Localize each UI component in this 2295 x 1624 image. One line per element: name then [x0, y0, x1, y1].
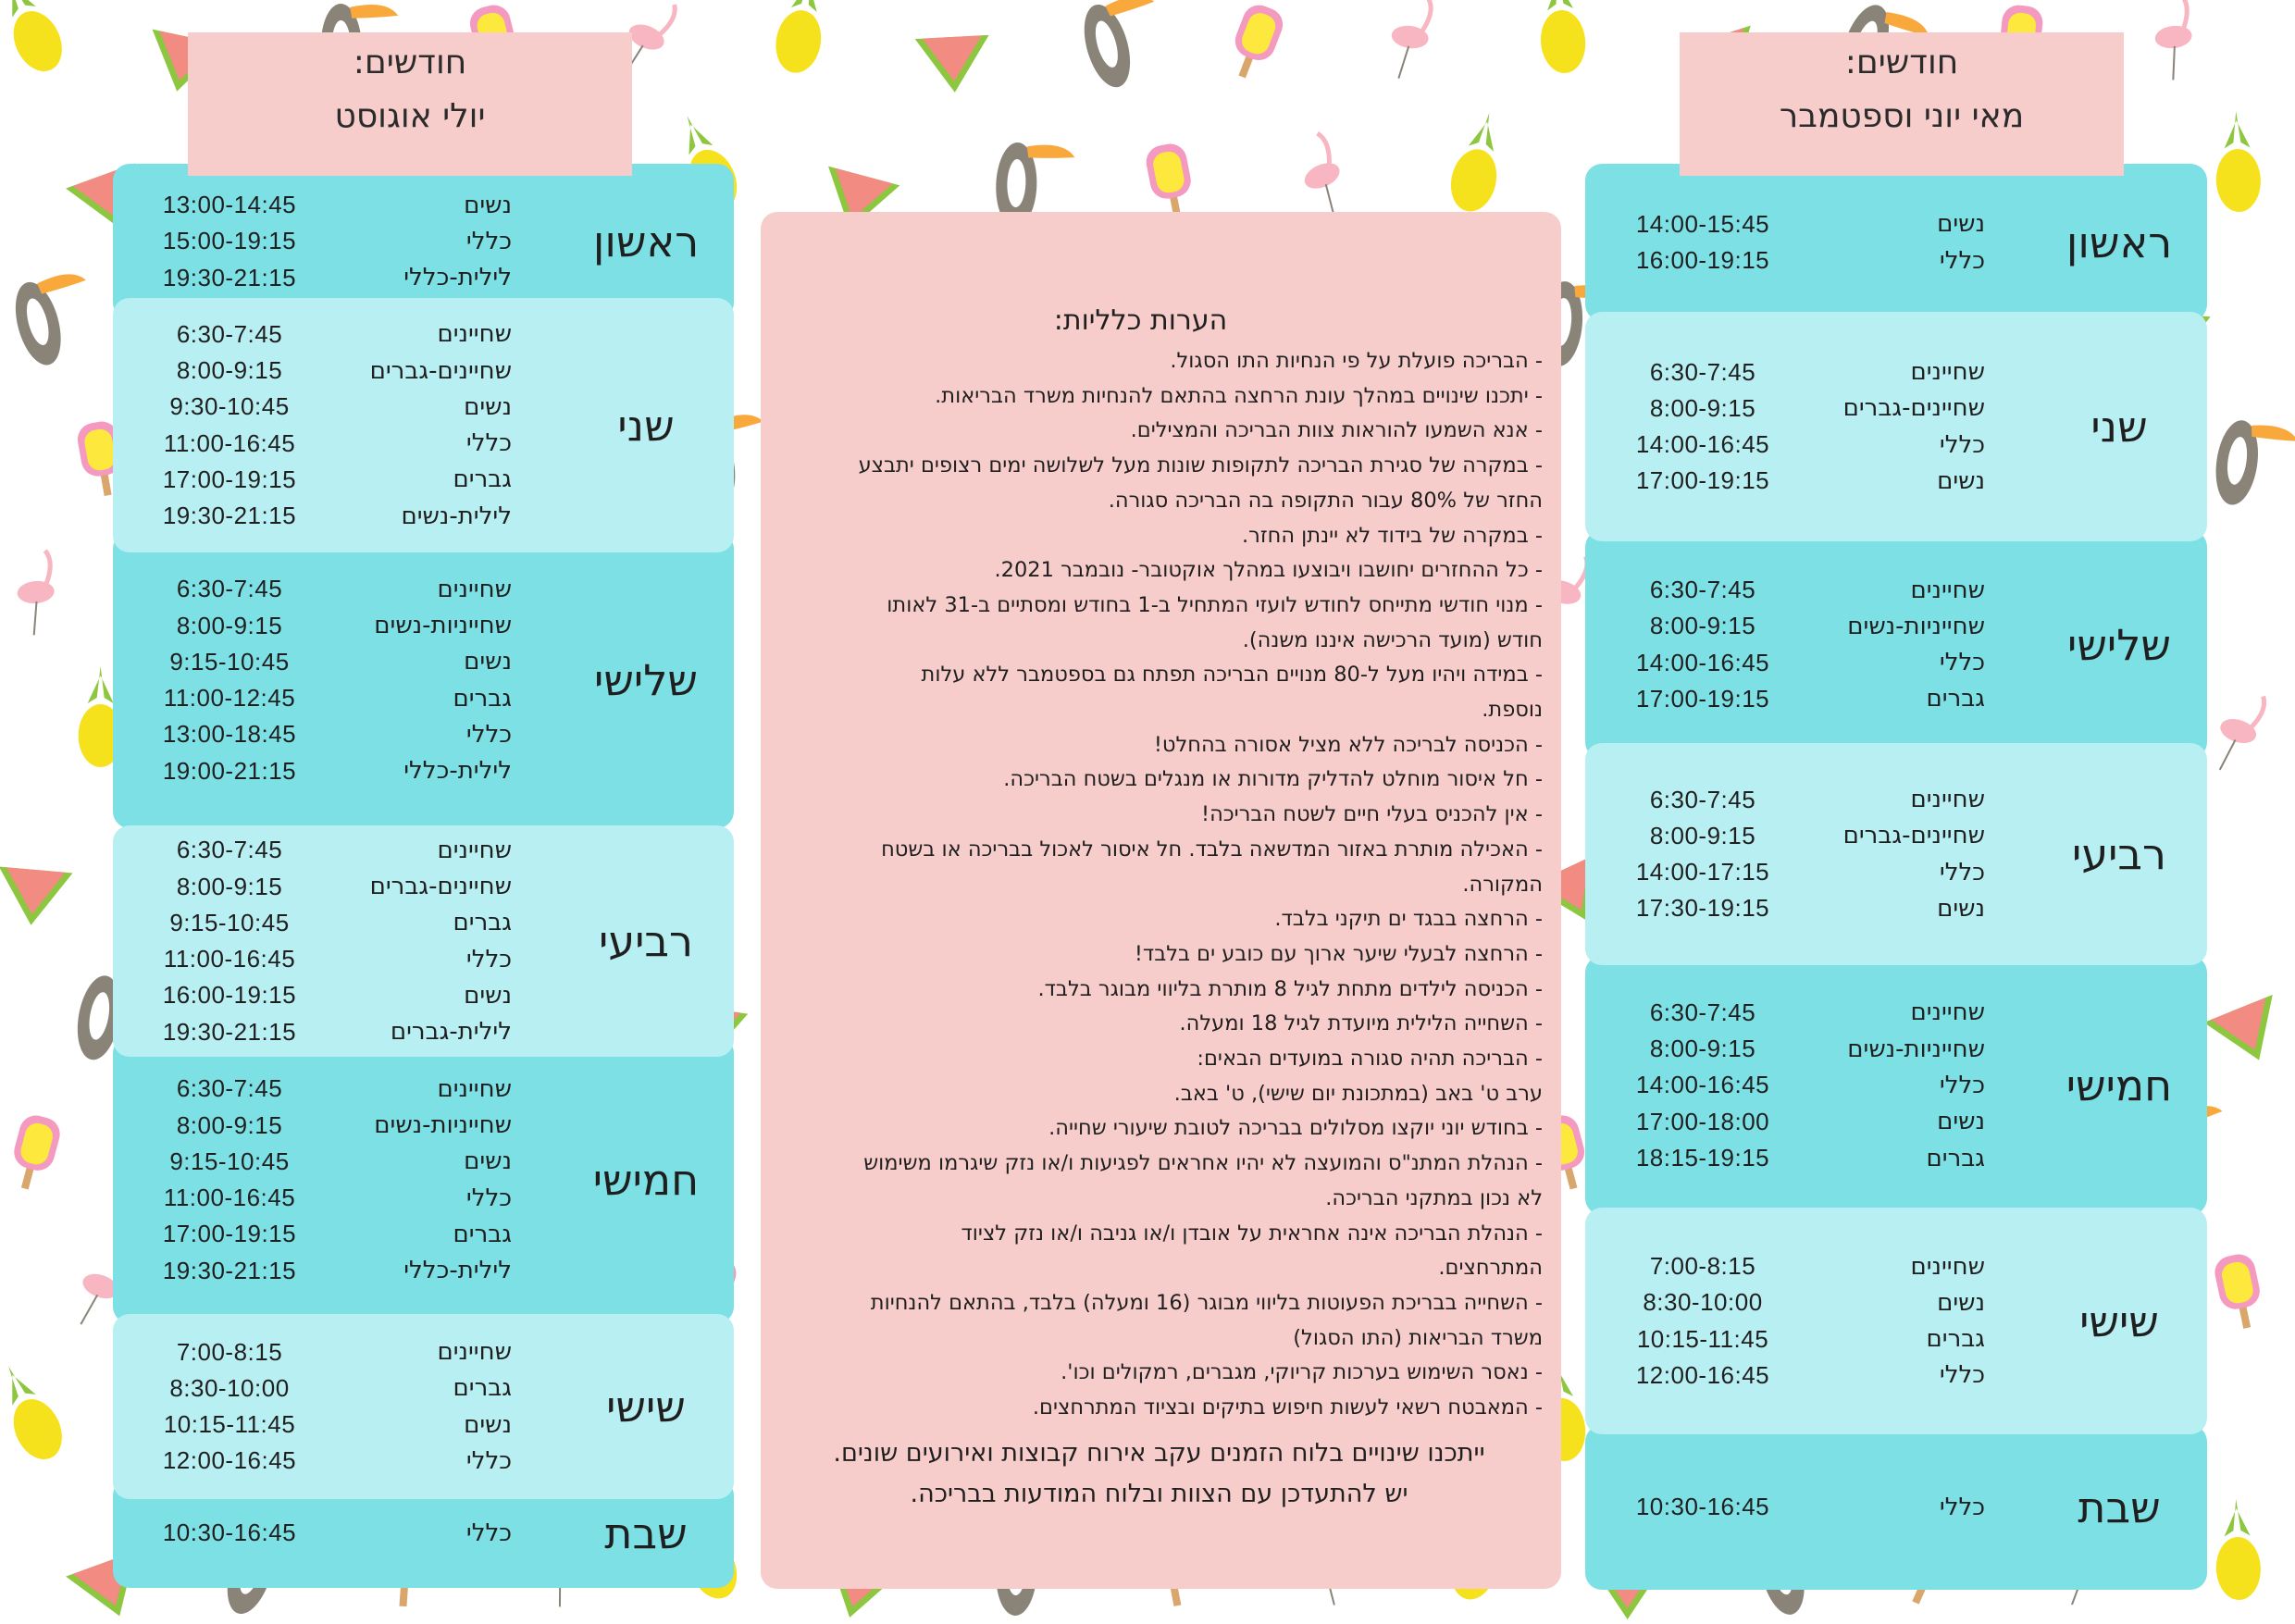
time-rows [1606, 312, 1985, 541]
schedule-row [1606, 242, 1985, 279]
session-time: 11:00-16:45 [163, 428, 296, 457]
note-line: המקורה. [1462, 872, 1543, 897]
flamingo-icon [1385, 0, 1433, 81]
note-line: - מנוי חודשי מתייחס לחודש לועזי המתחיל ב-1 בחודש ומסתיים ב-31 לאותו [887, 592, 1543, 617]
schedule-row [1606, 206, 1985, 242]
schedule-row [1606, 890, 1985, 926]
general-notes-panel [761, 212, 1561, 1589]
session-time: 9:30-10:45 [169, 392, 290, 421]
day-block-3 [1585, 530, 2207, 759]
session-time: 8:00-9:15 [1649, 821, 1756, 849]
session-category: כללי [1939, 1071, 1985, 1099]
session-time: 18:15-19:15 [1635, 1144, 1770, 1172]
session-time: 17:00-18:00 [1635, 1107, 1770, 1135]
schedule-row [132, 1180, 512, 1216]
schedule-row [1606, 1104, 1985, 1140]
session-category: גברים [453, 1220, 512, 1248]
day-name: שלישי [594, 655, 698, 705]
schedule-row [132, 868, 512, 904]
schedule-row [132, 1515, 512, 1551]
session-category: כללי [1939, 858, 1985, 886]
session-category: כללי [1939, 1493, 1985, 1521]
day-block-6 [113, 1314, 734, 1499]
session-category: שחיינים-גברים [369, 873, 512, 901]
note-line: ערב ט' באב (במתכונת יום שישי), ט' באב. [1173, 1081, 1543, 1106]
note-line: - במקרה של בידוד לא יינתן החזר. [1241, 523, 1543, 548]
day-block-6 [1585, 1208, 2207, 1434]
schedule-row [132, 1333, 512, 1370]
day-name: חמישי [2066, 1060, 2173, 1110]
session-category: כללי [1939, 649, 1985, 677]
schedule-row [132, 426, 512, 462]
schedule-row [132, 1144, 512, 1180]
session-category: כללי [465, 429, 512, 458]
pineapple-icon [2214, 1498, 2262, 1601]
popsicle-icon [1144, 141, 1197, 221]
schedule-row [132, 1071, 512, 1107]
day-name: שני [617, 400, 675, 451]
session-category: שחיינים [437, 320, 512, 349]
session-time: 8:00-9:15 [1649, 393, 1756, 422]
left-title-line1: חודשים: [353, 43, 467, 81]
schedule-row [1606, 353, 1985, 390]
time-rows [1606, 956, 1985, 1215]
schedule-row [1606, 818, 1985, 854]
session-time: 14:00-15:45 [1635, 209, 1770, 238]
schedule-row [132, 680, 512, 716]
note-line: - בחודש יוני יוקצו מסלולים בבריכה לטובת שיעורי שחייה. [1048, 1116, 1543, 1141]
session-time: 6:30-7:45 [1649, 576, 1756, 604]
schedule-row [132, 1370, 512, 1407]
schedule-row [1606, 463, 1985, 499]
session-category: לילית-כללי [403, 757, 512, 786]
session-category: גברים [453, 909, 512, 937]
day-block-3 [113, 532, 734, 828]
note-line: המתרחצים. [1438, 1256, 1543, 1281]
day-block-2 [113, 298, 734, 552]
session-category: שחיינים [1910, 358, 1985, 387]
day-block-5 [113, 1036, 734, 1323]
schedule-row [132, 223, 512, 259]
note-line: - הבריכה תהיה סגורה במועדים הבאים: [1197, 1047, 1543, 1072]
time-rows [1606, 530, 1985, 759]
popsicle-icon [6, 1111, 64, 1194]
session-time: 10:30-16:45 [162, 1519, 297, 1547]
schedule-row [132, 832, 512, 868]
notes-list [775, 344, 1543, 1426]
toucan-icon [1076, 0, 1174, 93]
session-time: 19:30-21:15 [162, 1256, 297, 1284]
schedule-row [132, 187, 512, 223]
time-rows [132, 1036, 512, 1323]
session-category: גברים [1926, 1144, 1985, 1172]
session-time: 13:00-18:45 [162, 720, 297, 749]
session-time: 8:30-10:00 [169, 1373, 290, 1402]
flamingo-icon [2150, 0, 2197, 81]
session-time: 16:00-19:15 [162, 981, 297, 1010]
session-time: 13:00-14:45 [162, 191, 297, 219]
session-category: שחיינים [437, 836, 512, 864]
session-time: 14:00-16:45 [1635, 430, 1770, 459]
schedule-row [132, 1014, 512, 1050]
day-name: שבת [604, 1508, 688, 1558]
session-category: נשים [464, 648, 512, 676]
session-category: כללי [1939, 430, 1985, 459]
flamingo-icon [2207, 687, 2268, 777]
session-category: שחיינים [1910, 576, 1985, 604]
schedule-row [1606, 1489, 1985, 1525]
session-category: נשים [1937, 210, 1985, 239]
schedule-row [132, 1443, 512, 1479]
session-time: 17:30-19:15 [1635, 894, 1770, 923]
note-line: - הנהלת המתנ"ס והמועצה לא יהיו אחראים לפגיעות ו/או נזק שיגרמו משימוש [863, 1151, 1543, 1176]
day-name: שישי [2079, 1295, 2159, 1346]
session-time: 8:00-9:15 [176, 356, 283, 385]
session-category: שחייניות-נשים [374, 1111, 512, 1140]
session-category: שחייניות-נשים [1847, 1035, 1985, 1063]
session-time: 12:00-16:45 [1635, 1360, 1770, 1389]
day-block-1 [1585, 164, 2207, 321]
schedule-row [132, 753, 512, 789]
session-time: 19:00-21:15 [162, 756, 297, 785]
session-category: כללי [465, 720, 512, 749]
session-time: 6:30-7:45 [176, 575, 283, 603]
session-time: 11:00-16:45 [163, 945, 296, 973]
schedule-row [132, 1107, 512, 1143]
session-time: 6:30-7:45 [176, 319, 283, 348]
session-time: 8:00-9:15 [1649, 1035, 1756, 1063]
day-block-7 [1585, 1425, 2207, 1590]
popsicle-icon [2212, 1251, 2267, 1332]
toucan-icon [2211, 417, 2295, 513]
pineapple-icon [1445, 107, 1511, 216]
day-name: ראשון [2066, 217, 2173, 267]
schedule-row [1606, 1031, 1985, 1067]
time-rows [1606, 1425, 1985, 1590]
pineapple-icon [0, 1357, 71, 1467]
notes-closing-line1: ייתכנו שינויים בלוח הזמנים עקב אירוח קבוצות ואירועים שונים. [833, 1438, 1485, 1468]
session-time: 6:30-7:45 [1649, 785, 1756, 813]
day-block-4 [1585, 743, 2207, 965]
schedule-row [1606, 645, 1985, 681]
schedule-row [1606, 1321, 1985, 1357]
session-category: לילית-כללי [403, 1257, 512, 1285]
schedule-row [1606, 995, 1985, 1031]
session-time: 10:30-16:45 [1635, 1493, 1770, 1521]
schedule-row [132, 498, 512, 534]
schedule-row [1606, 1357, 1985, 1394]
schedule-row [132, 644, 512, 680]
right-title-box [1680, 32, 2124, 176]
session-time: 6:30-7:45 [1649, 357, 1756, 386]
session-time: 17:00-19:15 [162, 465, 297, 493]
session-time: 11:00-16:45 [163, 1184, 296, 1212]
note-line: - הרחצה לבעלי שיער ארוך עם כובע ים בלבד! [1134, 941, 1543, 966]
session-time: 19:30-21:15 [162, 1017, 297, 1046]
schedule-row [1606, 572, 1985, 608]
pineapple-icon [0, 0, 71, 79]
schedule-row [1606, 1248, 1985, 1284]
day-name: שבת [2078, 1482, 2161, 1532]
session-category: כללי [465, 1519, 512, 1547]
session-time: 16:00-19:15 [1635, 246, 1770, 275]
session-category: נשים [464, 981, 512, 1010]
pineapple-icon [2214, 110, 2262, 213]
note-line: - חל איסור מוחלט להדליק מדורות או מנגלים בשטח הבריכה. [1003, 767, 1543, 792]
session-time: 19:30-21:15 [162, 263, 297, 291]
left-title-box [188, 32, 632, 176]
pineapple-icon [1535, 0, 1588, 75]
session-category: נשים [464, 191, 512, 219]
schedule-row [132, 1407, 512, 1443]
day-name: ראשון [592, 217, 700, 267]
schedule-row [1606, 854, 1985, 890]
schedule-row [132, 1216, 512, 1252]
note-line: - השחייה הלילית מיועדת לגיל 18 ומעלה. [1179, 1011, 1543, 1036]
session-category: שחיינים-גברים [1842, 394, 1985, 423]
note-line: - אין להכניס בעלי חיים לשטח הבריכה! [1201, 802, 1543, 827]
note-line: - הכניסה לילדים מתחת לגיל 8 מותרת בליווי מבוגר בלבד. [1037, 976, 1543, 1001]
schedule-row [1606, 1284, 1985, 1320]
schedule-row [1606, 1140, 1985, 1176]
day-block-4 [113, 825, 734, 1057]
time-rows [132, 1314, 512, 1499]
schedule-row [132, 941, 512, 977]
session-time: 6:30-7:45 [176, 836, 283, 864]
note-line: - אנא השמעו להוראות צוות הבריכה והמצילים. [1130, 418, 1543, 443]
note-line: - המאבטח רשאי לעשות חיפוש בתיקים ובציוד המתרחצים. [1032, 1395, 1543, 1420]
schedule-row [1606, 391, 1985, 427]
time-rows [132, 164, 512, 319]
schedule-row [1606, 781, 1985, 817]
session-time: 10:15-11:45 [163, 1410, 296, 1439]
session-category: נשים [464, 1147, 512, 1176]
note-line: - כל ההחזרים יחושבו ויבוצעו במהלך אוקטובר- נובמבר 2021. [994, 558, 1543, 583]
session-category: שחייניות-נשים [374, 612, 512, 640]
session-category: נשים [1937, 1288, 1985, 1317]
session-time: 14:00-16:45 [1635, 1071, 1770, 1099]
note-line: - יתכנו שינויים במהלך עונת הרחצה בהתאם להנחיות משרד הבריאות. [935, 383, 1543, 408]
schedule-row [132, 1253, 512, 1289]
session-time: 19:30-21:15 [162, 502, 297, 530]
session-time: 17:00-19:15 [1635, 684, 1770, 713]
session-time: 10:15-11:45 [1636, 1324, 1769, 1353]
session-time: 8:00-9:15 [176, 872, 283, 900]
session-category: גברים [453, 465, 512, 494]
watermelon-icon [915, 35, 992, 94]
schedule-row [132, 316, 512, 353]
session-category: כללי [465, 945, 512, 973]
flamingo-icon [14, 550, 58, 636]
session-time: 17:00-19:15 [162, 1220, 297, 1248]
left-title-line2: יולי אוגוסט [334, 97, 486, 135]
session-time: 8:30-10:00 [1643, 1288, 1763, 1317]
session-time: 6:30-7:45 [1649, 998, 1756, 1026]
watermelon-icon [0, 867, 73, 929]
schedule-row [132, 571, 512, 607]
schedule-row [132, 462, 512, 498]
session-category: כללי [1939, 246, 1985, 275]
session-category: כללי [465, 1446, 512, 1475]
schedule-row [132, 607, 512, 643]
session-time: 9:15-10:45 [169, 908, 290, 936]
day-name: שישי [606, 1382, 686, 1432]
note-line: - במידה ויהיו מעל ל-80 מנויים הבריכה תפתח גם בספטמבר ללא עלות [921, 663, 1543, 688]
notes-title: הערות כלליות: [1053, 304, 1228, 337]
schedule-row [132, 716, 512, 752]
session-category: נשים [464, 1410, 512, 1439]
time-rows [1606, 743, 1985, 965]
day-block-1 [113, 164, 734, 319]
day-block-2 [1585, 312, 2207, 541]
session-time: 6:30-7:45 [176, 1074, 283, 1103]
note-line: - הנהלת הבריכה אינה אחראית על אובדן ו/או גניבה ו/או נזק לציוד [961, 1221, 1543, 1246]
session-category: לילית-כללי [403, 264, 512, 292]
session-category: שחייניות-נשים [1847, 612, 1985, 640]
schedule-row [1606, 608, 1985, 644]
session-time: 8:00-9:15 [176, 611, 283, 639]
session-category: כללי [1939, 1361, 1985, 1390]
note-line: - הבריכה פועלת על פי הנחיות התו הסגול. [1170, 349, 1543, 373]
session-category: גברים [1926, 1325, 1985, 1354]
note-line: לא נכון במתקני הבריכה. [1325, 1185, 1543, 1210]
session-category: כללי [465, 227, 512, 255]
time-rows [1606, 1208, 1985, 1434]
session-category: שחיינים [1910, 1252, 1985, 1281]
watermelon-icon [2204, 995, 2294, 1074]
schedule-row [1606, 427, 1985, 463]
note-line: - הרחצה בבגד ים תיקני בלבד. [1274, 907, 1543, 932]
schedule-row [132, 353, 512, 389]
pineapple-icon [771, 0, 832, 77]
session-category: נשים [1937, 894, 1985, 923]
right-title-line1: חודשים: [1844, 43, 1959, 81]
session-time: 14:00-17:15 [1635, 858, 1770, 886]
schedule-row [132, 905, 512, 941]
session-category: שחיינים-גברים [1842, 822, 1985, 850]
schedule-row [1606, 1067, 1985, 1103]
session-time: 9:15-10:45 [169, 647, 290, 676]
notes-closing-line2: יש להתעדכן עם הצוות ובלוח המודעות בבריכה. [910, 1479, 1408, 1508]
schedule-row [132, 260, 512, 296]
schedule-row [1606, 681, 1985, 717]
toucan-icon [7, 267, 105, 370]
session-time: 8:00-9:15 [176, 1110, 283, 1139]
session-time: 7:00-8:15 [176, 1337, 283, 1366]
time-rows [132, 532, 512, 828]
session-time: 14:00-16:45 [1635, 648, 1770, 676]
day-name: שני [2090, 402, 2148, 452]
time-rows [132, 298, 512, 552]
session-category: גברים [453, 1374, 512, 1403]
note-line: החזר של 80% עבור התקופה בה הבריכה סגורה. [1108, 488, 1543, 513]
session-category: שחיינים [1910, 998, 1985, 1027]
note-line: חודש (מועד הרכישה איננו משנה). [1242, 627, 1543, 652]
note-line: משרד הבריאות (התו הסגול) [1293, 1325, 1543, 1350]
time-rows [132, 825, 512, 1057]
schedule-row [132, 389, 512, 425]
popsicle-icon [1223, 0, 1288, 83]
session-category: נשים [464, 392, 512, 421]
session-category: שחיינים [437, 1074, 512, 1103]
note-line: נוספת. [1482, 698, 1543, 723]
session-category: לילית-נשים [401, 502, 512, 530]
session-time: 12:00-16:45 [162, 1446, 297, 1475]
day-block-5 [1585, 956, 2207, 1215]
schedule-row [132, 977, 512, 1013]
session-category: כללי [465, 1184, 512, 1212]
session-time: 7:00-8:15 [1649, 1252, 1756, 1281]
session-category: לילית-גברים [390, 1018, 512, 1047]
session-category: גברים [1926, 685, 1985, 713]
time-rows [1606, 164, 1985, 321]
day-name: חמישי [592, 1155, 700, 1205]
day-name: שלישי [2067, 619, 2171, 670]
right-title-line2: מאי יוני וספטמבר [1779, 97, 2025, 135]
note-line: - האכילה מותרת באזור המדשאה בלבד. חל איסור לאכול בבריכה או בשטח [881, 837, 1543, 862]
day-name: רביעי [2072, 829, 2166, 879]
session-time: 15:00-19:15 [162, 227, 297, 255]
note-line: - הכניסה לבריכה ללא מציל אסורה בהחלט! [1153, 732, 1543, 757]
session-category: שחיינים [437, 1338, 512, 1367]
session-time: 9:15-10:45 [169, 1147, 290, 1175]
session-category: נשים [1937, 1108, 1985, 1136]
session-category: גברים [453, 684, 512, 713]
flamingo-icon [1288, 131, 1356, 222]
session-time: 17:00-19:15 [1635, 466, 1770, 495]
session-category: נשים [1937, 466, 1985, 495]
session-time: 11:00-12:45 [163, 684, 296, 713]
session-category: שחיינים-גברים [369, 356, 512, 385]
session-time: 8:00-9:15 [1649, 612, 1756, 640]
note-line: - השחייה בבריכת הפעוטות בליווי מבוגר (16 ומעלה) בלבד, בהתאם להנחיות [870, 1290, 1543, 1315]
day-name: רביעי [599, 916, 693, 966]
note-line: - נאסר השימוש בערכות קריוקי, מגברים, רמקולים וכו'. [1061, 1360, 1543, 1385]
note-line: - במקרה של סגירת הבריכה לתקופות שונות מעל לשלושה ימים רצופים יתבצע [858, 453, 1543, 478]
session-category: שחיינים [1910, 786, 1985, 814]
session-category: שחיינים [437, 575, 512, 603]
